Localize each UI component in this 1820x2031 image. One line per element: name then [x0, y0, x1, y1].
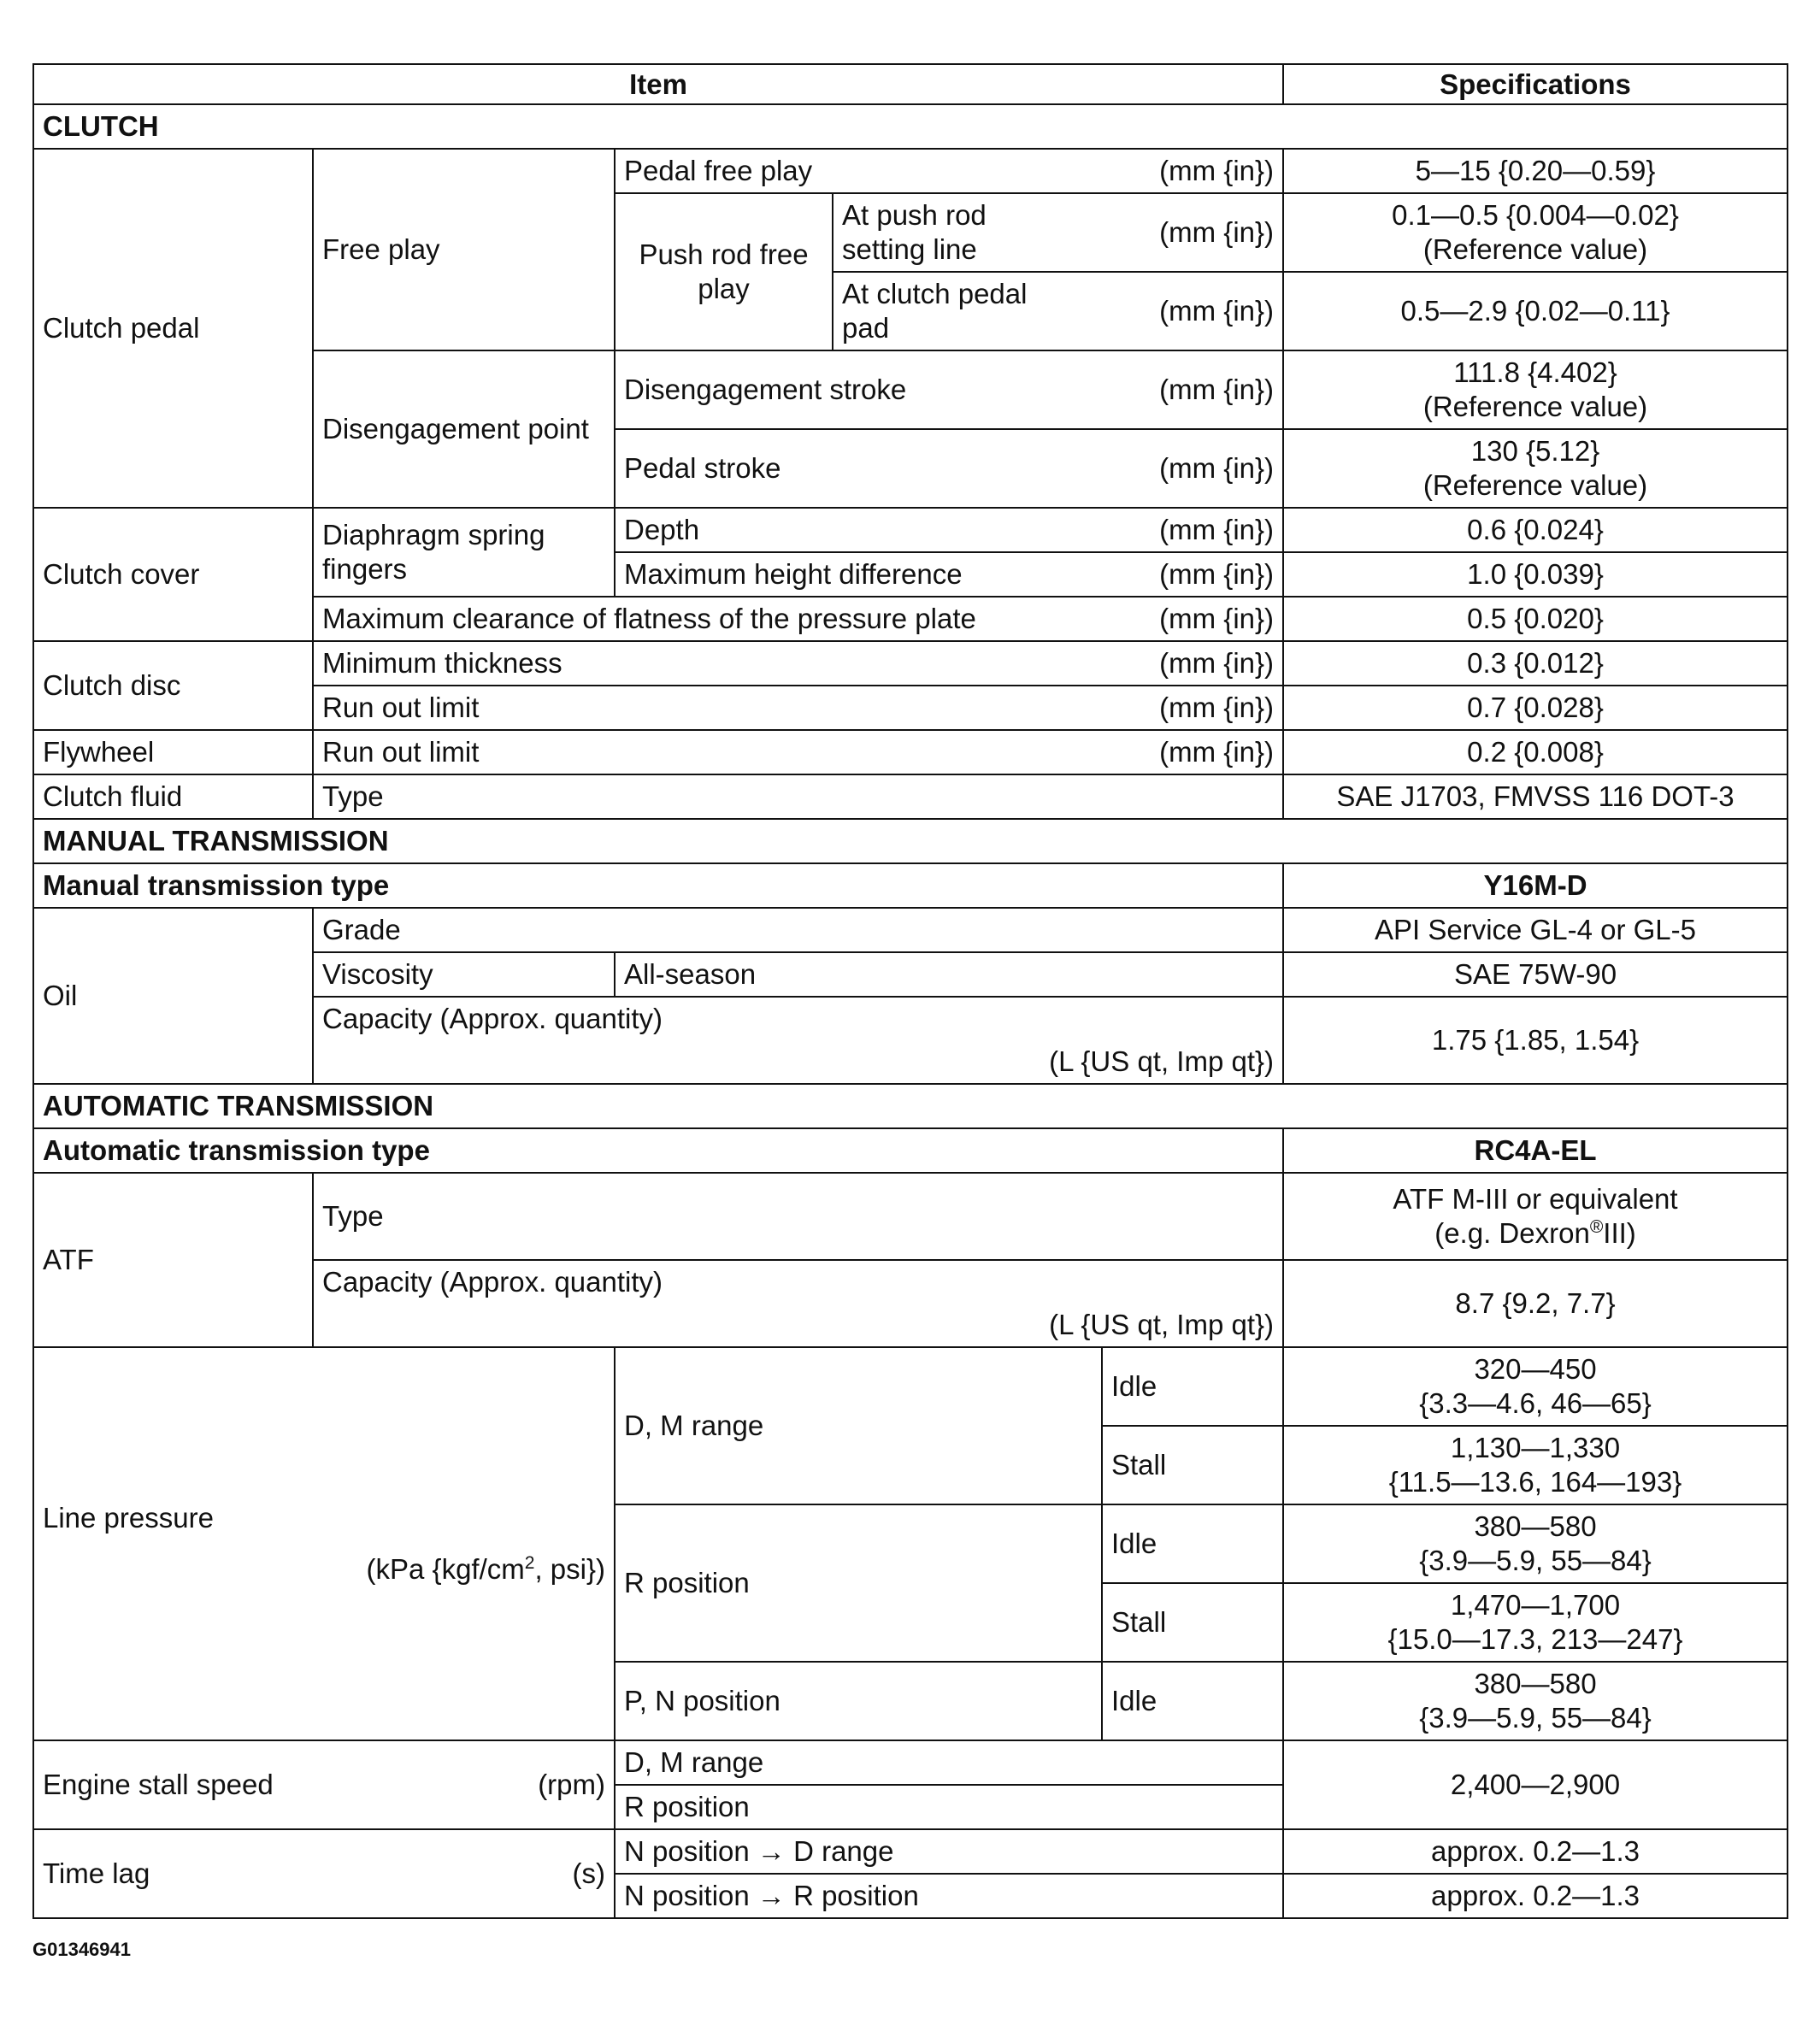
spec-r-idle [1283, 1504, 1788, 1583]
spec-depth: 0.6 {0.024} [1283, 508, 1788, 552]
spec-disc-run-out: 0.7 {0.028} [1283, 686, 1788, 730]
unit-mm-in: (mm {in}) [1159, 603, 1275, 634]
label-dm-range: D, M range [615, 1740, 1283, 1785]
cell-depth [615, 508, 1283, 552]
spec-r-stall-kpa: 1,470—1,700 [1450, 1589, 1621, 1621]
specifications-header: Specifications [1283, 64, 1788, 104]
label-depth: Depth [624, 514, 700, 545]
unit-kpa-text: (kPa {kgf/cm [366, 1553, 525, 1585]
label-pn-position: P, N position [615, 1662, 1102, 1740]
table-header-row [33, 64, 1788, 104]
unit-mm-in: (mm {in}) [1159, 558, 1275, 590]
cell-line-pressure [33, 1347, 615, 1740]
unit-kpa [43, 1552, 605, 1587]
table-row [33, 508, 1788, 552]
spec-atf-capacity: 8.7 {9.2, 7.7} [1283, 1260, 1788, 1347]
cell-pedal-stroke [615, 429, 1283, 508]
label-stall: Stall [1102, 1426, 1283, 1504]
unit-mm-in: (mm {in}) [1159, 514, 1275, 545]
unit-mm-in: (mm {in}) [1159, 647, 1275, 679]
unit-mm-in: (mm {in}) [1159, 374, 1275, 405]
label-idle: Idle [1102, 1662, 1283, 1740]
cell-atf-capacity [313, 1260, 1283, 1347]
cell-min-thickness [313, 641, 1283, 686]
spec-at-push-rod [1283, 193, 1788, 272]
unit-s: (s) [572, 1857, 605, 1889]
row-label-free-play: Free play [313, 149, 615, 350]
unit-mm-in: (mm {in}) [1159, 736, 1275, 768]
spec-disengagement-stroke [1283, 350, 1788, 429]
spec-atf-example-end: III) [1603, 1217, 1636, 1249]
label-at-push-rod: At push rod setting line [842, 199, 987, 265]
spec-atf-type-line1: ATF M-III or equivalent [1393, 1183, 1678, 1215]
figure-id: G01346941 [32, 1939, 131, 1960]
spec-disengagement-stroke-value: 111.8 {4.402} [1453, 356, 1617, 388]
spec-n-to-d: approx. 0.2—1.3 [1283, 1829, 1788, 1874]
table-row [33, 863, 1788, 908]
spec-atf-example: (e.g. Dexron [1434, 1217, 1590, 1249]
row-label-engine-stall: Engine stall speed [43, 1769, 274, 1800]
label-n-to-r: N position → R position [615, 1874, 1283, 1918]
spec-pedal-stroke-value: 130 {5.12} [1470, 435, 1600, 467]
spec-r-idle-kpa: 380—580 [1474, 1510, 1597, 1542]
label-pedal-free-play: Pedal free play [624, 155, 813, 186]
table-row [33, 908, 1788, 952]
table-row [33, 1740, 1788, 1785]
table-row [33, 1173, 1788, 1260]
spec-flywheel-run-out: 0.2 {0.008} [1283, 730, 1788, 774]
row-label-line-pressure: Line pressure [43, 1502, 214, 1534]
cell-manual-capacity [313, 997, 1283, 1084]
spec-max-height: 1.0 {0.039} [1283, 552, 1788, 597]
spec-pedal-free-play: 5—15 {0.20—0.59} [1283, 149, 1788, 193]
row-label-oil: Oil [33, 908, 313, 1084]
spec-pn-idle-other: {3.9—5.9, 55—84} [1419, 1702, 1652, 1734]
table-row [33, 641, 1788, 686]
label-run-out: Run out limit [322, 736, 480, 768]
label-manual-type: Manual transmission type [33, 863, 1283, 908]
unit-l-qt: (L {US qt, Imp qt}) [1049, 1045, 1275, 1077]
spec-dm-idle-kpa: 320—450 [1474, 1353, 1597, 1385]
cell-disc-run-out [313, 686, 1283, 730]
spec-manual-type: Y16M-D [1283, 863, 1788, 908]
cell-disengagement-stroke [615, 350, 1283, 429]
label-atf-type: Type [313, 1173, 1283, 1260]
spec-at-clutch-pad: 0.5—2.9 {0.02—0.11} [1283, 272, 1788, 350]
row-label-time-lag: Time lag [43, 1857, 150, 1889]
spec-pn-idle [1283, 1662, 1788, 1740]
section-row-manual [33, 819, 1788, 863]
spec-r-stall [1283, 1583, 1788, 1662]
label-n-to-d: N position → D range [615, 1829, 1283, 1874]
cell-engine-stall [33, 1740, 615, 1829]
item-header: Item [33, 64, 1283, 104]
label-idle: Idle [1102, 1347, 1283, 1426]
label-viscosity: Viscosity [313, 952, 615, 997]
section-title-automatic: AUTOMATIC TRANSMISSION [33, 1084, 1788, 1128]
spec-dm-stall-kpa: 1,130—1,330 [1450, 1432, 1621, 1463]
label-dm-range: D, M range [615, 1347, 1102, 1504]
cell-flywheel-run-out [313, 730, 1283, 774]
spec-clutch-fluid: SAE J1703, FMVSS 116 DOT-3 [1283, 774, 1788, 819]
spec-dm-stall [1283, 1426, 1788, 1504]
label-automatic-type: Automatic transmission type [33, 1128, 1283, 1173]
table-row [33, 774, 1788, 819]
spec-flatness: 0.5 {0.020} [1283, 597, 1788, 641]
spec-n-to-r: approx. 0.2—1.3 [1283, 1874, 1788, 1918]
unit-mm-in: (mm {in}) [1159, 452, 1275, 484]
unit-kpa-sup: 2 [524, 1553, 535, 1573]
unit-rpm: (rpm) [538, 1769, 605, 1800]
specifications-table [32, 63, 1788, 1919]
table-row [33, 1347, 1788, 1426]
label-fluid-type: Type [313, 774, 1283, 819]
unit-kpa-end: , psi}) [534, 1553, 605, 1585]
label-run-out: Run out limit [322, 692, 480, 723]
spec-min-thickness: 0.3 {0.012} [1283, 641, 1788, 686]
row-label-clutch-disc: Clutch disc [33, 641, 313, 730]
spec-at-push-rod-value: 0.1—0.5 {0.004—0.02} [1392, 199, 1679, 231]
row-label-atf: ATF [33, 1173, 313, 1347]
cell-time-lag [33, 1829, 615, 1918]
label-at-clutch-pad: At clutch pedal pad [842, 278, 1028, 344]
section-title-manual: MANUAL TRANSMISSION [33, 819, 1788, 863]
spec-reference-note: (Reference value) [1422, 391, 1648, 422]
table-row [33, 1829, 1788, 1874]
cell-pedal-free-play [615, 149, 1283, 193]
row-label-push-rod-free-play: Push rod free play [615, 193, 833, 350]
label-all-season: All-season [615, 952, 1283, 997]
cell-flatness [313, 597, 1283, 641]
table-row [33, 149, 1788, 193]
unit-mm-in: (mm {in}) [1159, 295, 1275, 327]
spec-dm-idle [1283, 1347, 1788, 1426]
spec-engine-stall: 2,400—2,900 [1283, 1740, 1788, 1829]
label-r-position: R position [615, 1785, 1283, 1829]
spec-pedal-stroke [1283, 429, 1788, 508]
spec-r-stall-other: {15.0—17.3, 213—247} [1387, 1623, 1683, 1655]
label-r-position: R position [615, 1504, 1102, 1662]
spec-r-idle-other: {3.9—5.9, 55—84} [1419, 1545, 1652, 1576]
registered-mark: ® [1589, 1217, 1604, 1237]
label-max-height: Maximum height difference [624, 558, 963, 590]
spec-grade: API Service GL-4 or GL-5 [1283, 908, 1788, 952]
cell-at-push-rod [833, 193, 1283, 272]
section-row-clutch [33, 104, 1788, 149]
label-flatness: Maximum clearance of flatness of the pressure plate [322, 603, 976, 634]
label-capacity: Capacity (Approx. quantity) [322, 1266, 663, 1298]
row-label-clutch-pedal: Clutch pedal [33, 149, 313, 508]
unit-mm-in: (mm {in}) [1159, 155, 1275, 186]
spec-reference-note: (Reference value) [1422, 469, 1648, 501]
spec-dm-stall-other: {11.5—13.6, 164—193} [1388, 1466, 1682, 1498]
spec-reference-note: (Reference value) [1422, 233, 1648, 265]
row-label-clutch-cover: Clutch cover [33, 508, 313, 641]
spec-atf-type [1283, 1173, 1788, 1260]
label-min-thickness: Minimum thickness [322, 647, 562, 679]
spec-viscosity: SAE 75W-90 [1283, 952, 1788, 997]
cell-at-clutch-pad [833, 272, 1283, 350]
cell-max-height [615, 552, 1283, 597]
spec-atf-type-line2 [1293, 1216, 1778, 1251]
label-pedal-stroke: Pedal stroke [624, 452, 781, 484]
unit-mm-in: (mm {in}) [1159, 692, 1275, 723]
unit-l-qt: (L {US qt, Imp qt}) [1049, 1309, 1275, 1340]
row-label-clutch-fluid: Clutch fluid [33, 774, 313, 819]
unit-mm-in: (mm {in}) [1159, 216, 1275, 248]
table-row [33, 1128, 1788, 1173]
label-capacity: Capacity (Approx. quantity) [322, 1003, 663, 1034]
label-grade: Grade [313, 908, 1283, 952]
spec-pn-idle-kpa: 380—580 [1474, 1668, 1597, 1699]
row-label-flywheel: Flywheel [33, 730, 313, 774]
spec-dm-idle-other: {3.3—4.6, 46—65} [1419, 1387, 1652, 1419]
row-label-diaphragm: Diaphragm spring fingers [313, 508, 615, 597]
label-idle: Idle [1102, 1504, 1283, 1583]
spec-manual-capacity: 1.75 {1.85, 1.54} [1283, 997, 1788, 1084]
section-row-automatic [33, 1084, 1788, 1128]
label-disengagement-stroke: Disengagement stroke [624, 374, 907, 405]
table-row [33, 730, 1788, 774]
section-title-clutch: CLUTCH [33, 104, 1788, 149]
spec-automatic-type: RC4A-EL [1283, 1128, 1788, 1173]
row-label-disengagement-point: Disengagement point [313, 350, 615, 508]
label-stall: Stall [1102, 1583, 1283, 1662]
